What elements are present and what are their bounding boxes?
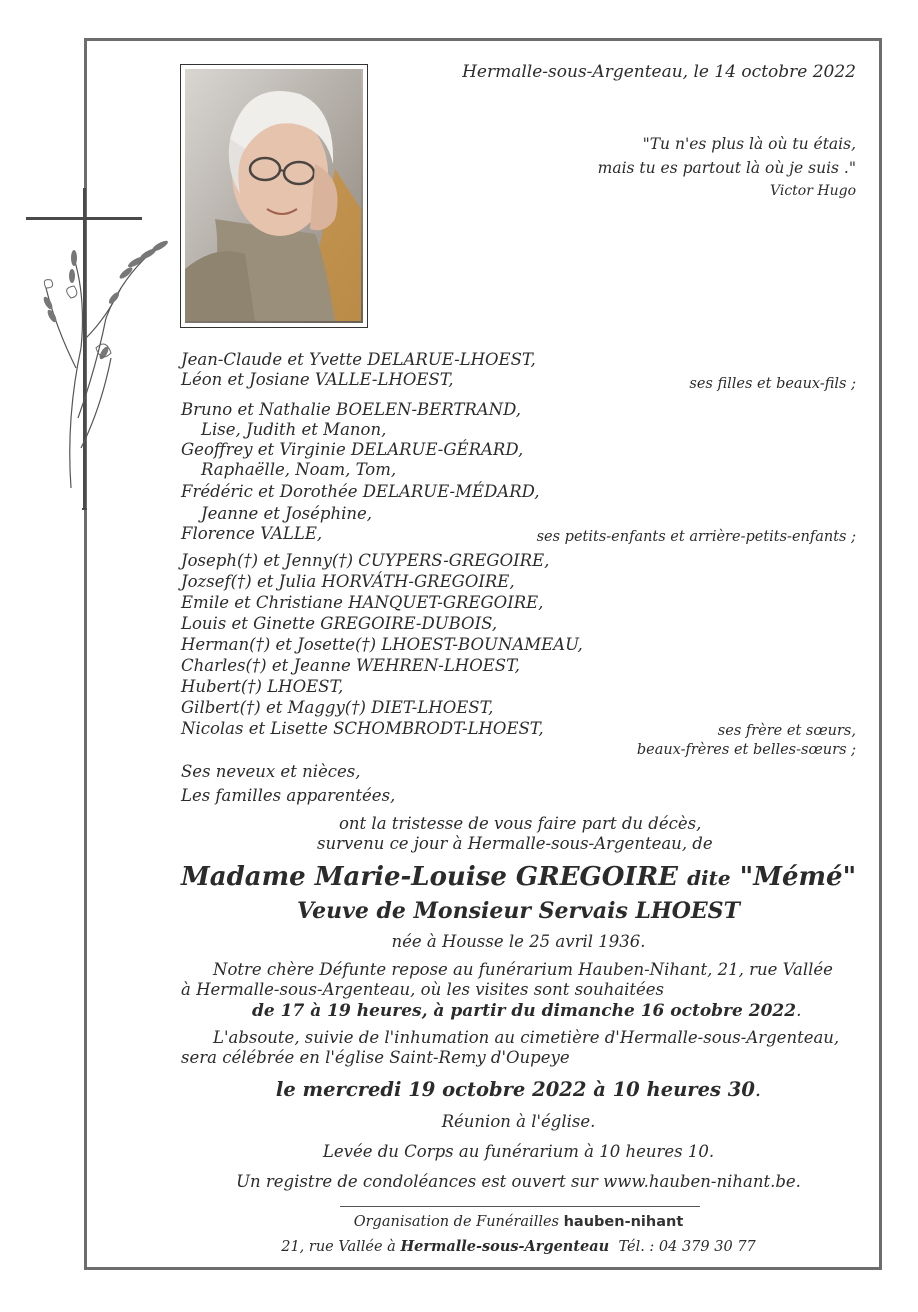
absoute-line-1: L'absoute, suivie de l'inhumation au cimetière d'Hermalle-sous-Argenteau,	[213, 1028, 840, 1047]
label-siblings-1: ses frère et sœurs,	[717, 723, 856, 739]
great-grandchild-line: Raphaëlle, Noam, Tom,	[201, 460, 397, 479]
sibling-line: Herman(†) et Josette(†) LHOEST-BOUNAMEAU,	[181, 635, 583, 654]
sibling-line: Charles(†) et Jeanne WEHREN-LHOEST,	[181, 656, 520, 675]
great-grandchild-line: Jeanne et Joséphine,	[201, 504, 373, 523]
label-daughters: ses filles et beaux-fils ;	[689, 376, 856, 392]
sibling-line: Nicolas et Lisette SCHOMBRODT-LHOEST,	[181, 719, 544, 738]
footer-divider	[340, 1206, 700, 1207]
meeting-line: Réunion à l'église.	[441, 1112, 596, 1131]
label-siblings-2: beaux-frères et belles-sœurs ;	[636, 742, 856, 758]
quote-line-1: "Tu n'es plus là où tu étais,	[642, 135, 856, 153]
visit-hours-text: de 17 à 19 heures, à partir du dimanche 16 octobre 2022	[252, 1001, 797, 1021]
absoute-line-2: sera célébrée en l'église Saint-Remy d'Oupeye	[181, 1048, 570, 1067]
deceased-nickname: "Mémé"	[739, 862, 857, 892]
sibling-line: Louis et Ginette GREGOIRE-DUBOIS,	[181, 614, 498, 633]
footer-address-prefix: 21, rue Vallée à	[281, 1239, 396, 1255]
sibling-line: Gilbert(†) et Maggy(†) DIET-LHOEST,	[181, 698, 494, 717]
footer-organisation	[181, 1214, 856, 1230]
sibling-line: Jozsef(†) et Julia HORVÁTH-GREGOIRE,	[181, 572, 515, 591]
levee-line: Levée du Corps au funérarium à 10 heures 10.	[322, 1142, 715, 1161]
sibling-line: Emile et Christiane HANQUET-GREGOIRE,	[181, 593, 544, 612]
deceased-photo	[180, 64, 368, 328]
quote-author: Victor Hugo	[770, 183, 856, 199]
ceremony-date: le mercredi 19 octobre 2022 à 10 heures 30.	[275, 1078, 762, 1101]
visit-hours: de 17 à 19 heures, à partir du dimanche 16 octobre 2022.	[252, 1001, 802, 1021]
great-grandchild-line: Lise, Judith et Manon,	[201, 420, 387, 439]
deceased-name	[181, 862, 856, 892]
widow-line: Veuve de Monsieur Servais LHOEST	[297, 898, 740, 924]
place-date: Hermalle-sous-Argenteau, le 14 octobre 2022	[462, 62, 856, 82]
family-daughters-1: Jean-Claude et Yvette DELARUE-LHOEST,	[181, 350, 536, 369]
quote	[598, 132, 856, 180]
grandchild-line: Frédéric et Dorothée DELARUE-MÉDARD,	[181, 482, 540, 501]
deceased-name-main: Madame Marie-Louise GREGOIRE	[181, 862, 678, 892]
register-line: Un registre de condoléances est ouvert sur www.hauben-nihant.be.	[236, 1172, 801, 1191]
families-line: Les familles apparentées,	[181, 786, 396, 805]
sibling-line: Hubert(†) LHOEST,	[181, 677, 344, 696]
family-daughters-2: Léon et Josiane VALLE-LHOEST,	[181, 370, 454, 389]
nephews-line: Ses neveux et nièces,	[181, 762, 361, 781]
rest-line-2: à Hermalle-sous-Argenteau, où les visites sont souhaitées	[181, 980, 664, 999]
brand-logo: hauben-nihant	[563, 1214, 684, 1230]
announcement-line-1: ont la tristesse de vous faire part du décès,	[339, 814, 702, 833]
quote-line-2: mais tu es partout là où je suis ."	[597, 159, 856, 177]
announcement-line-2: survenu ce jour à Hermalle-sous-Argenteau, de	[317, 834, 713, 853]
label-grandchildren: ses petits-enfants et arrière-petits-enfants ;	[536, 529, 856, 545]
sibling-line: Joseph(†) et Jenny(†) CUYPERS-GREGOIRE,	[181, 551, 550, 570]
footer-phone: Tél. : 04 379 30 77	[618, 1239, 756, 1255]
ceremony-date-text: le mercredi 19 octobre 2022 à 10 heures 30	[275, 1078, 755, 1101]
grandchild-line: Geoffrey et Virginie DELARUE-GÉRARD,	[181, 440, 524, 459]
footer-address-city: Hermalle-sous-Argenteau	[400, 1238, 610, 1255]
birth-line: née à Housse le 25 avril 1936.	[391, 932, 646, 951]
deceased-name-dite: dite	[687, 866, 731, 890]
cross-wheat-icon	[26, 188, 171, 518]
grandchild-line: Bruno et Nathalie BOELEN-BERTRAND,	[181, 400, 522, 419]
grandchild-line: Florence VALLE,	[181, 524, 323, 543]
rest-line-1: Notre chère Défunte repose au funérarium Hauben-Nihant, 21, rue Vallée	[213, 960, 833, 979]
footer-address	[181, 1238, 856, 1255]
footer-org-label: Organisation de Funérailles	[353, 1214, 559, 1230]
